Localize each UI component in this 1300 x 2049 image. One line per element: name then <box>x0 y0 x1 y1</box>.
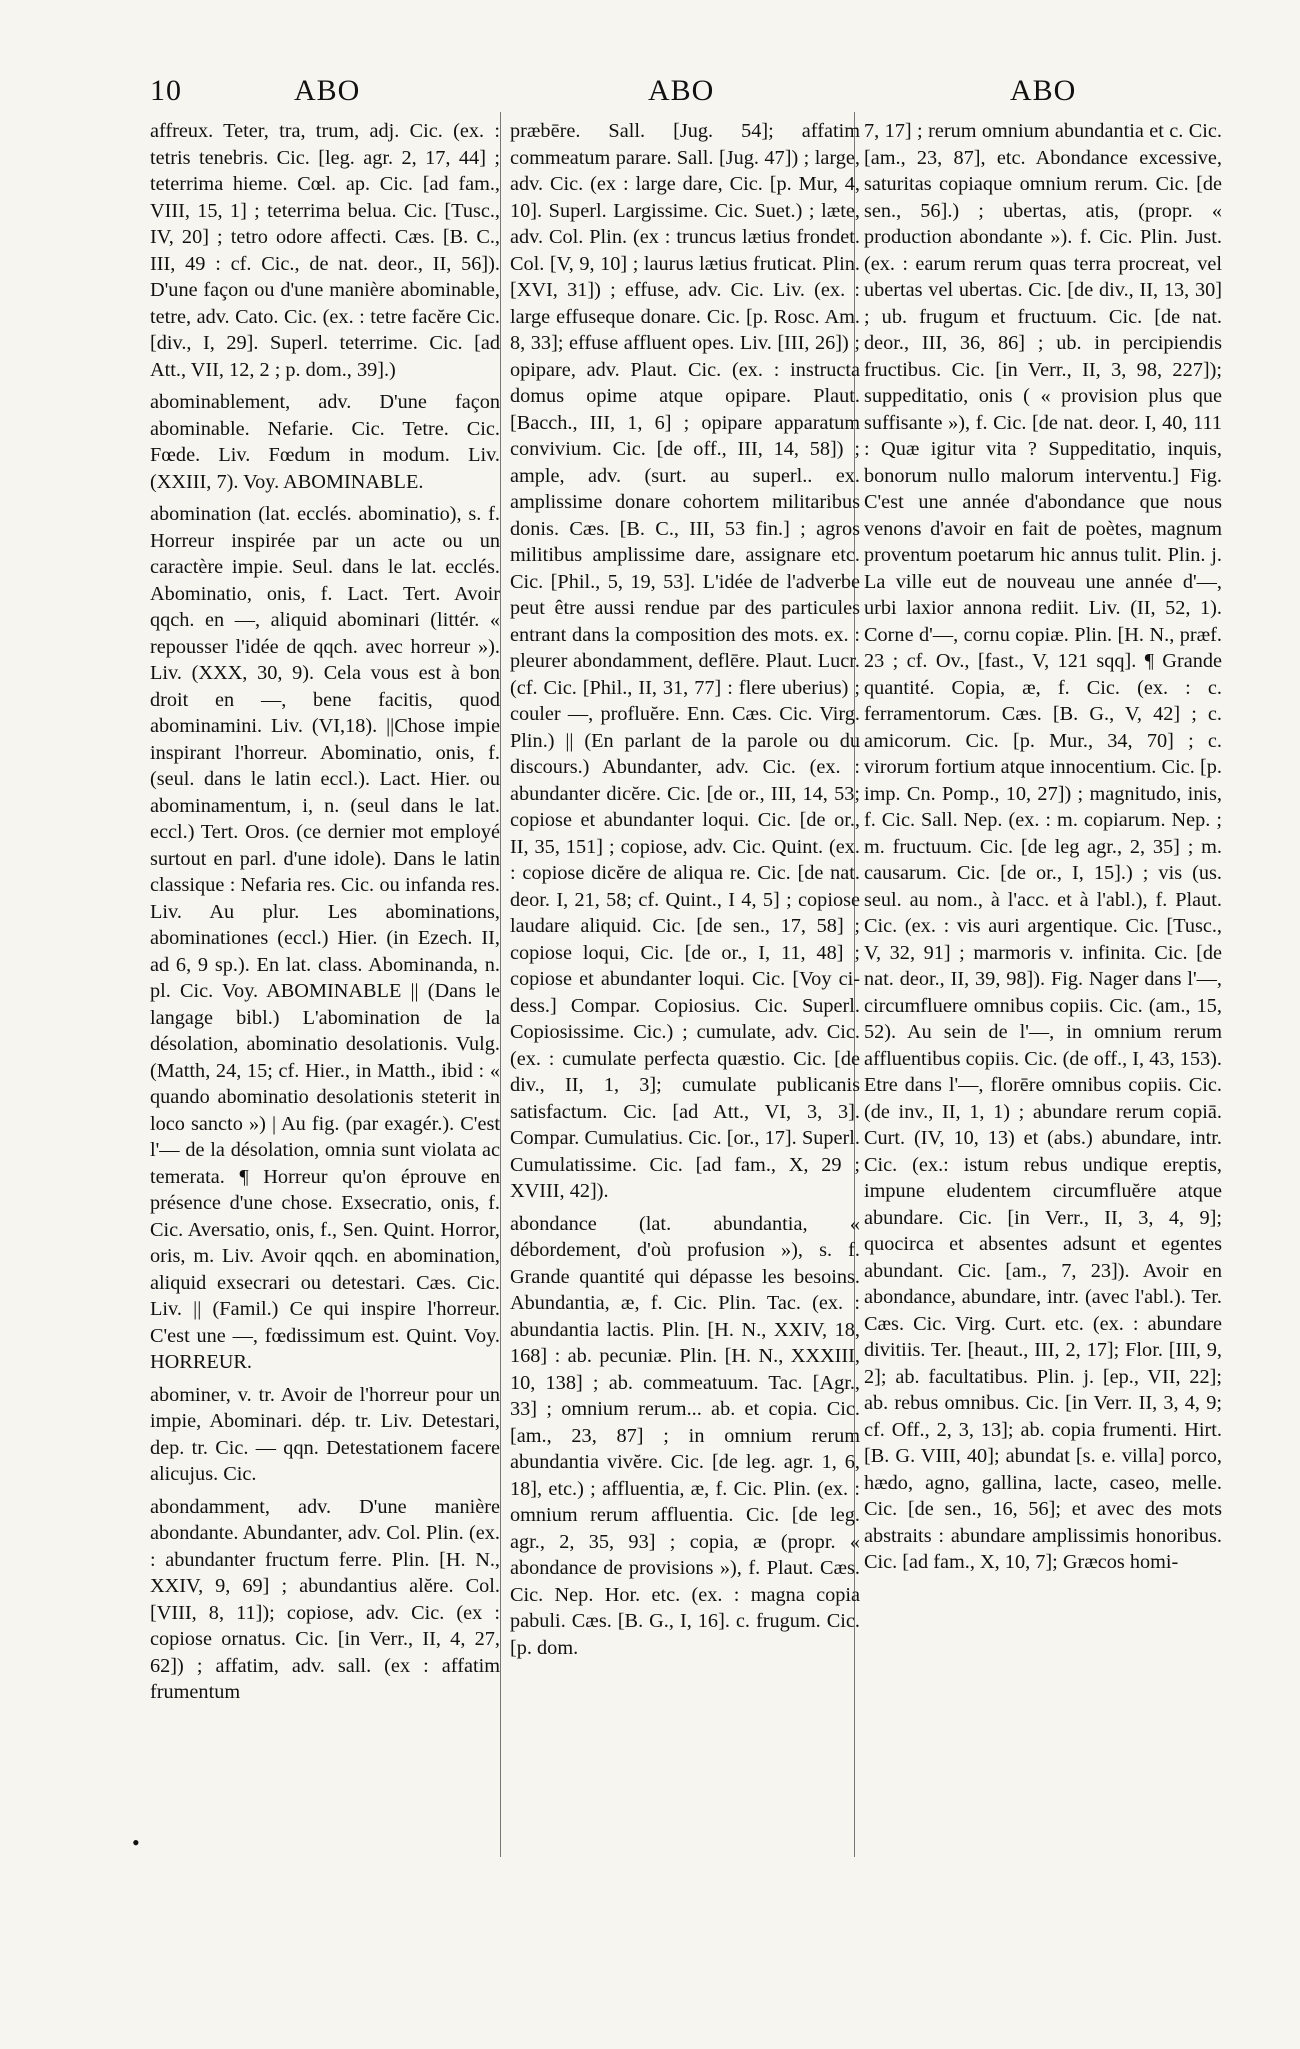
entry-abondamment: abondamment, adv. D'une manière abondante. Abundanter, adv. Col. Plin. (ex. : abundanter fructum ferre. Plin. [H. N., XXIV, 9, 69] ; abundantius alĕre. Col. [VIII, 8, 11]); copiose, adv. Cic. (ex : copiose ornatus. Cic. [in Verr., II, 4, 27, 62]) ; affatim, adv. sall. (ex : affatim frumentum <box>150 1495 500 1703</box>
page-number: 10 <box>150 74 182 107</box>
entry-abondance: abondance (lat. abundantia, « débordement, d'où profusion »), s. f. Grande quantité qui dépasse les besoins. Abundantia, æ, f. Cic. Plin. Tac. (ex. : abundantia lactis. Plin. [H. N., XXIV, 18, 168] : ab. pecuniæ. Plin. [H. N., XXXIII, 10, 138] ; ab. commeatuum. Tac. [Agr., 33] ; omnium rerum... ab. et copia. Cic. [am., 23, 87] ; in omnium rerum abundantia vivĕre. Cic. [de leg. agr. 1, 6, 18], etc.) ; affluentia, æ, f. Cic. Plin. (ex. : omnium rerum affluentia. Cic. [de leg. agr., 2, 35, 93] ; copia, æ (propr. « abondance de provisions »), f. Plaut. Cæs. Cic. Nep. Hor. etc. (ex. : magna copia pabuli. Cæs. [B. G., I, 16]. c. frugum. Cic. [p. dom. <box>510 1212 860 1659</box>
entry-abominablement: abominablement, adv. D'une façon abominable. Nefarie. Cic. Tetre. Cic. Fœde. Liv. Fœdum in modum. Liv. (XXIII, 7). Voy. ABOMINABLE. <box>150 391 500 493</box>
margin-mark-icon: • <box>132 1830 140 1855</box>
text-column-2 <box>510 118 860 1661</box>
entry-abomination: abomination (lat. ecclés. abominatio), s. f. Horreur inspirée par un acte ou un caractère impie. Seul. dans le lat. ecclés. Abominatio, onis, f. Lact. Tert. Avoir qqch. en —, aliquid abominari (littér. « repousser l'idée de qqch. avec horreur »). Liv. (XXX, 30, 9). Cela vous est à bon droit en —, bene facitis, quod abominamini. Liv. (VI,18). ||Chose impie inspirant l'horreur. Abominatio, onis, f. (seul. dans le latin eccl.). Lact. Hier. ou abominamentum, i, n. (seul dans le lat. eccl.) Tert. Oros. (ce dernier mot employé surtout en parl. d'une idole). Dans le latin classique : Nefaria res. Cic. ou infanda res. Liv. Au plur. Les abominations, abominationes (eccl.) Hier. (in Ezech. II, ad 6, 9 sp.). En lat. class. Abominanda, n. pl. Cic. Voy. ABOMINABLE || (Dans le langage bibl.) L'abomination de la désolation, abominatio desolationis. Vulg. (Matth, 24, 15; cf. Hier., in Matth., ibid : « quando abominatio desolationis steterit in loco sancto ») | Au fig. (par exagér.). C'est l'— de la désolation, omnia sunt violata ac temerata. ¶ Horreur qu'on éprouve en présence d'une chose. Exsecratio, onis, f. Cic. Aversatio, onis, f., Sen. Quint. Horror, oris, m. Liv. Avoir qqch. en abomination, aliquid exsecrari ou detestari. Cæs. Cic. Liv. || (Famil.) Ce qui inspire l'horreur. C'est une —, fœdissimum est. Quint. Voy. HORREUR. <box>150 503 500 1373</box>
entry-paragraph: præbēre. Sall. [Jug. 54]; affatim commeatum parare. Sall. [Jug. 47]) ; large, adv. Cic. (ex : large dare, Cic. [p. Mur, 4, 10]. Superl. Largissime. Cic. Suet.) ; læte, adv. Col. Plin. (ex : truncus lætius frondet. Col. [V, 9, 10] ; laurus lætius fruticat. Plin. [XVI, 31]) ; effuse, adv. Cic. Liv. (ex. : large effuseque donare. Cic. [p. Rosc. Am. 8, 33]; effuse affluent opes. Liv. [III, 26]) ; opipare, adv. Plaut. Cic. (ex. : instructa domus opime atque opipare. Plaut. [Bacch., III, 1, 6] ; opipare apparatum convivium. Cic. [de off., III, 14, 58]) ; ample, adv. (surt. au superl.. ex. amplissime donare cohortem militaribus donis. Cæs. [B. C., III, 53 fin.] ; agros militibus amplissime dare, assignare etc. Cic. [Phil., 5, 19, 53]. L'idée de l'adverbe peut être aussi rendue par des particules entrant dans la composition des mots. ex. : pleurer abondamment, deflēre. Plaut. Lucr. (cf. Cic. [Phil., II, 31, 77] : flere uberius) ; couler —, profluĕre. Enn. Cæs. Cic. Virg. Plin.) || (En parlant de la parole ou du discours.) Abundanter, adv. Cic. (ex. : abundanter dicĕre. Cic. [de or., III, 14, 53; copiose et abundanter loqui. Cic. [de or., II, 35, 151] ; copiose, adv. Cic. Quint. (ex. : copiose dicĕre de aliqua re. Cic. [de nat. deor. I, 21, 58; cf. Quint., I 4, 5] ; copiose laudare aliquid. Cic. [de sen., 17, 58] ; copiose loqui, Cic. [de or., I, 11, 48] ; copiose et abundanter loqui. Cic. [Voy ci-dess.] Compar. Copiosius. Cic. Superl. Copiosissime. Cic.) ; cumulate, adv. Cic. (ex. : cumulate perfecta quæstio. Cic. [de div., II, 1, 3]; cumulate publicanis satisfactum. Cic. [ad Att., VI, 3, 3]. Compar. Cumulatius. Cic. [or., 17]. Superl. Cumulatissime. Cic. [ad fam., X, 29 ; XVIII, 42]). <box>510 120 860 1202</box>
running-head-middle: ABO <box>648 74 715 107</box>
entry-paragraph: affreux. Teter, tra, trum, adj. Cic. (ex. : tetris tenebris. Cic. [leg. agr. 2, 17, 44] ; teterrima hieme. Cœl. ap. Cic. [ad fam., VIII, 15, 1] ; teterrima belua. Cic. [Tusc., IV, 20] ; tetro odore affecti. Cæs. [B. C., III, 49 : cf. Cic., de nat. deor., II, 56]). D'une façon ou d'une manière abominable, tetre, adv. Cato. Cic. (ex. : tetre facĕre Cic. [div., I, 29]. Superl. teterrime. Cic. [ad Att., VII, 12, 2 ; p. dom., 39].) <box>150 120 500 381</box>
text-column-1 <box>150 118 500 1706</box>
column-divider <box>500 112 501 1857</box>
entry-abominer: abominer, v. tr. Avoir de l'horreur pour un impie, Abominari. dép. tr. Liv. Detestari, dep. tr. Cic. — qqn. Detestationem facere alicujus. Cic. <box>150 1383 500 1485</box>
text-column-3 <box>864 118 1222 1576</box>
entry-paragraph: 7, 17] ; rerum omnium abundantia et c. Cic. [am., 23, 87], etc. Abondance excessive, saturitas copiaque omnium rerum. Cic. [de sen., 56].) ; ubertas, atis, (propr. « production abondante »). f. Cic. Plin. Just. (ex. : earum rerum quas terra procreat, vel ubertas vel ubertas. Cic. [de div., II, 13, 30] ; ub. frugum et fructuum. Cic. [de nat. deor., III, 36, 86] ; ub. in percipiendis fructibus. Cic. [in Verr., II, 3, 98, 227]); suppeditatio, onis ( « provision plus que suffisante »), f. Cic. [de nat. deor. I, 40, 111 : Quæ igitur vita ? Suppeditatio, inquis, bonorum nullo malorum interventu.] Fig. C'est une année d'abondance que nous venons d'avoir en fait de poètes, magnum proventum poetarum hic annus tulit. Plin. j. La ville eut de nouveau une année d'—, urbi laxior annona rediit. Liv. (II, 52, 1). Corne d'—, cornu copiæ. Plin. [H. N., præf. 23 ; cf. Ov., [fast., V, 121 sqq]. ¶ Grande quantité. Copia, æ, f. Cic. (ex. : c. ferramentorum. Cæs. [B. G., V, 42] ; c. amicorum. Cic. [p. Mur., 34, 70] ; c. virorum fortium atque innocentium. Cic. [p. imp. Cn. Pomp., 10, 27]) ; magnitudo, inis, f. Cic. Sall. Nep. (ex. : m. copiarum. Nep. ; m. fructuum. Cic. [de leg agr., 2, 35] ; m. causarum. Cic. [de or., I, 15].) ; vis (us. seul. au nom., à l'acc. et à l'abl.), f. Plaut. Cic. (ex. : vis auri argentique. Cic. [Tusc., V, 32, 91] ; marmoris v. infinita. Cic. [de nat. deor., II, 39, 98]). Fig. Nager dans l'—, circumfluere omnibus copiis. Cic. (am., 15, 52). Au sein de l'—, in omnium rerum affluentibus copiis. Cic. (de off., I, 43, 153). Etre dans l'—, florēre omnibus copiis. Cic. (de inv., II, 1, 1) ; abundare rerum copiā. Curt. (IV, 10, 13) et (abs.) abundare, intr. Cic. (ex.: istum rebus undique ereptis, impune eludentem circumfluĕre atque abundare. Cic. [in Verr., II, 3, 4, 9]; quocirca et absentes adsunt et egentes abundant. Cic. [am., 7, 23]). Avoir en abondance, abundare, intr. (avec l'abl.). Ter. Cæs. Cic. Virg. Curt. etc. (ex. : abundare divitiis. Ter. [heaut., III, 2, 17]; Flor. [III, 9, 2]; ab. facultatibus. Plin. j. [ep., VII, 22]; ab. rebus omnibus. Cic. [in Verr. II, 3, 4, 9; cf. Off., 2, 3, 13]; ab. copia frumenti. Hirt. [B. G. VIII, 40]; abundat [s. e. villa] porco, hædo, agno, gallina, lacte, caseo, melle. Cic. [de sen., 16, 56]; et avec des mots abstraits : abundare amplissimis honoribus. Cic. [ad fam., X, 10, 7]; Græcos homi- <box>864 120 1222 1573</box>
running-head-right: ABO <box>1010 74 1077 107</box>
running-head-left: ABO <box>294 74 361 107</box>
